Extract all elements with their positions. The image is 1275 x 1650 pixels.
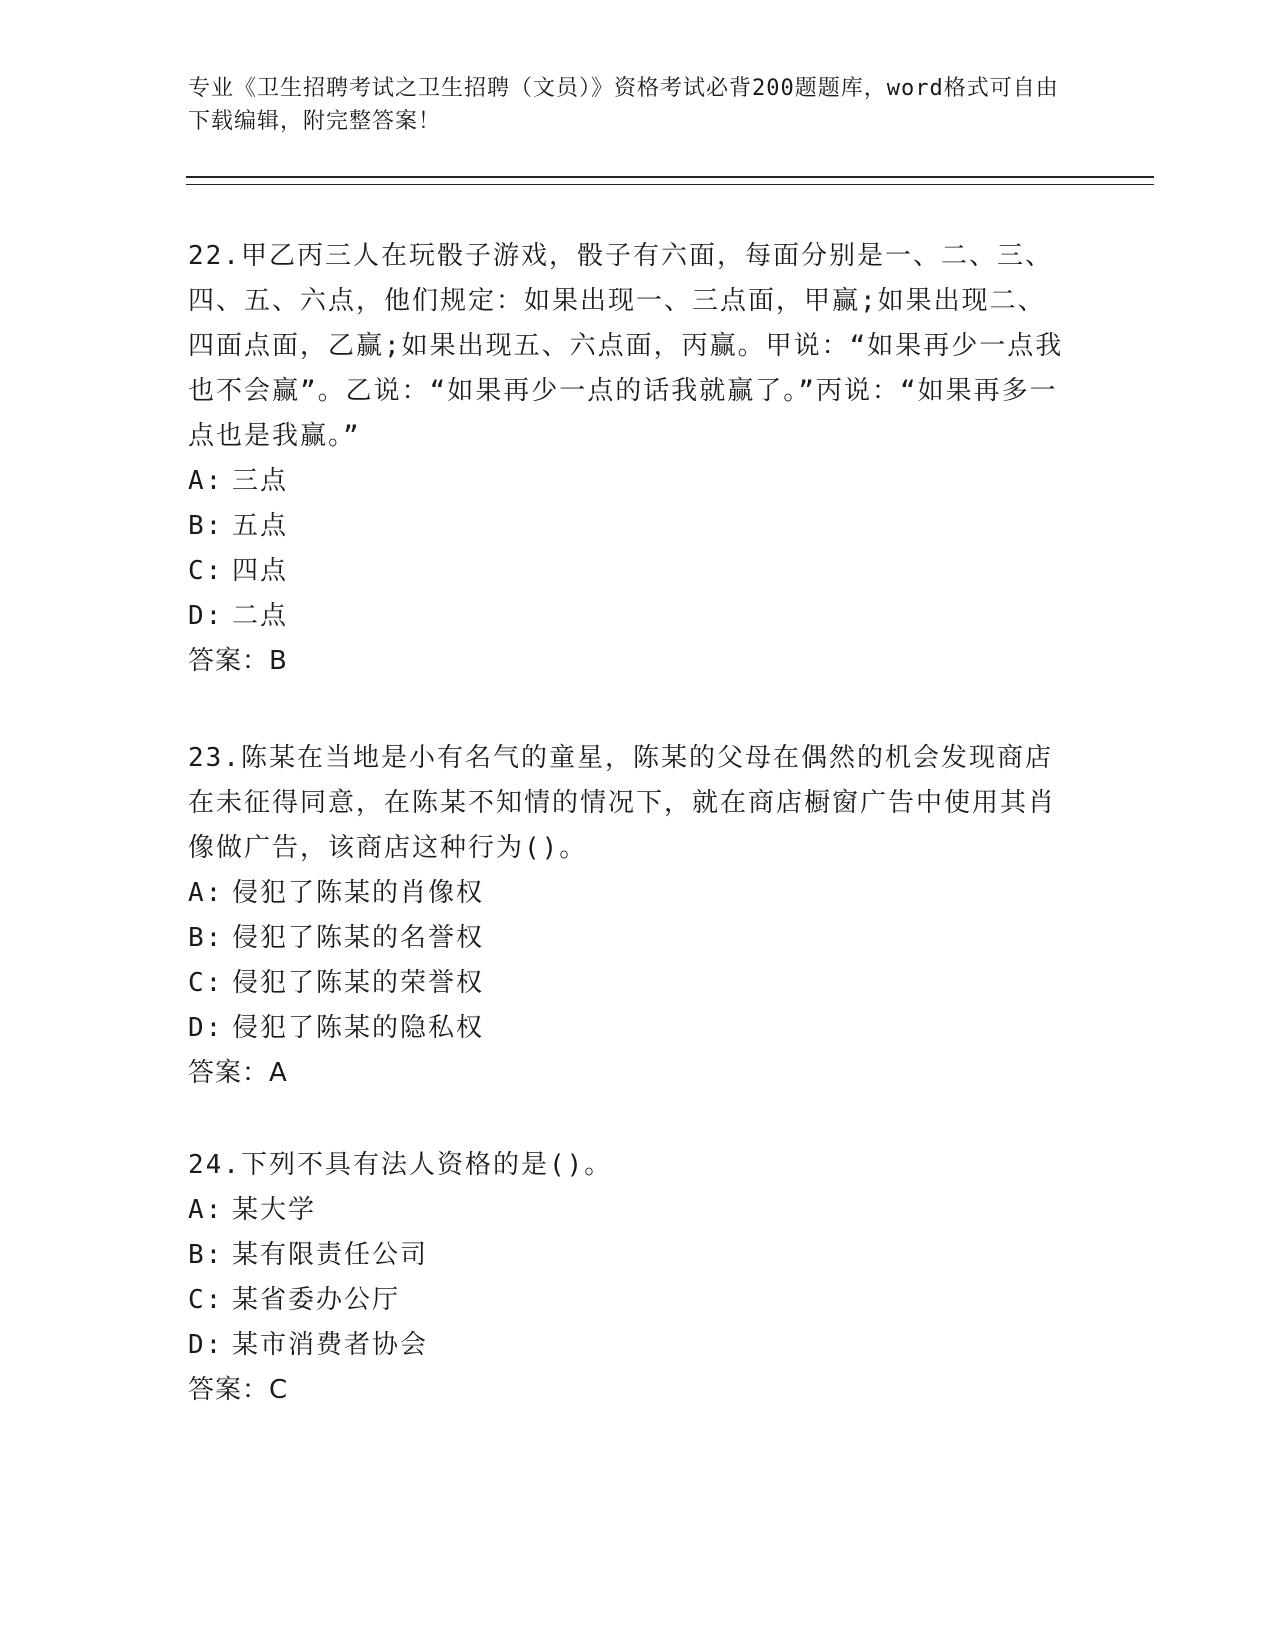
option-key: C: [188,1285,224,1315]
option-text: 三点 [232,466,289,496]
option-c [188,1278,1068,1323]
document-header-intro: 专业《卫生招聘考试之卫生招聘（文员）》资格考试必背200题题库，word格式可自由下载编辑，附完整答案！ [188,76,1059,134]
option-text: 某省委办公厅 [232,1285,401,1315]
option-key: A: [188,1195,224,1225]
option-d [188,594,1068,639]
answer: 答案：B [188,646,288,676]
answer: 答案：A [188,1058,288,1088]
option-text: 某有限责任公司 [232,1240,429,1270]
option-c [188,549,1068,594]
option-key: D: [188,1330,224,1360]
option-b [188,916,1068,961]
question-stem: 23.陈某在当地是小有名气的童星，陈某的父母在偶然的机会发现商店在未征得同意，在陈某不知情的情况下，就在商店橱窗广告中使用其肖像做广告，该商店这种行为()。 [188,743,1057,863]
option-a [188,871,1068,916]
question-block [188,1143,1068,1413]
option-b [188,1233,1068,1278]
option-b [188,504,1068,549]
option-text: 侵犯了陈某的名誉权 [232,923,485,953]
answer: 答案：C [188,1375,289,1405]
option-text: 二点 [232,601,289,631]
question-block [188,736,1068,1096]
option-d [188,1323,1068,1368]
option-text: 侵犯了陈某的荣誉权 [232,968,485,998]
option-text: 四点 [232,556,289,586]
option-key: C: [188,556,224,586]
option-a [188,1188,1068,1233]
question-block [188,234,1068,684]
header-divider [186,176,1154,185]
option-d [188,1006,1068,1051]
option-a [188,459,1068,504]
option-text: 某市消费者协会 [232,1330,429,1360]
option-text: 侵犯了陈某的肖像权 [232,878,485,908]
option-c [188,961,1068,1006]
option-text: 五点 [232,511,289,541]
option-key: B: [188,511,224,541]
option-key: A: [188,878,224,908]
option-key: D: [188,601,224,631]
option-key: B: [188,923,224,953]
option-key: D: [188,1013,224,1043]
option-key: B: [188,1240,224,1270]
option-key: C: [188,968,224,998]
question-stem: 22.甲乙丙三人在玩骰子游戏，骰子有六面，每面分别是一、二、三、四、五、六点，他们规定：如果出现一、三点面，甲赢;如果出现二、四面点面，乙赢;如果出现五、六点面，丙赢。甲说：“如果再少一点我也不会赢”。乙说：“如果再少一点的话我就赢了。”丙说：“如果再多一点也是我赢。” [188,241,1064,451]
option-text: 某大学 [232,1195,317,1225]
option-text: 侵犯了陈某的隐私权 [232,1013,485,1043]
question-stem: 24.下列不具有法人资格的是()。 [188,1150,613,1180]
option-key: A: [188,466,224,496]
